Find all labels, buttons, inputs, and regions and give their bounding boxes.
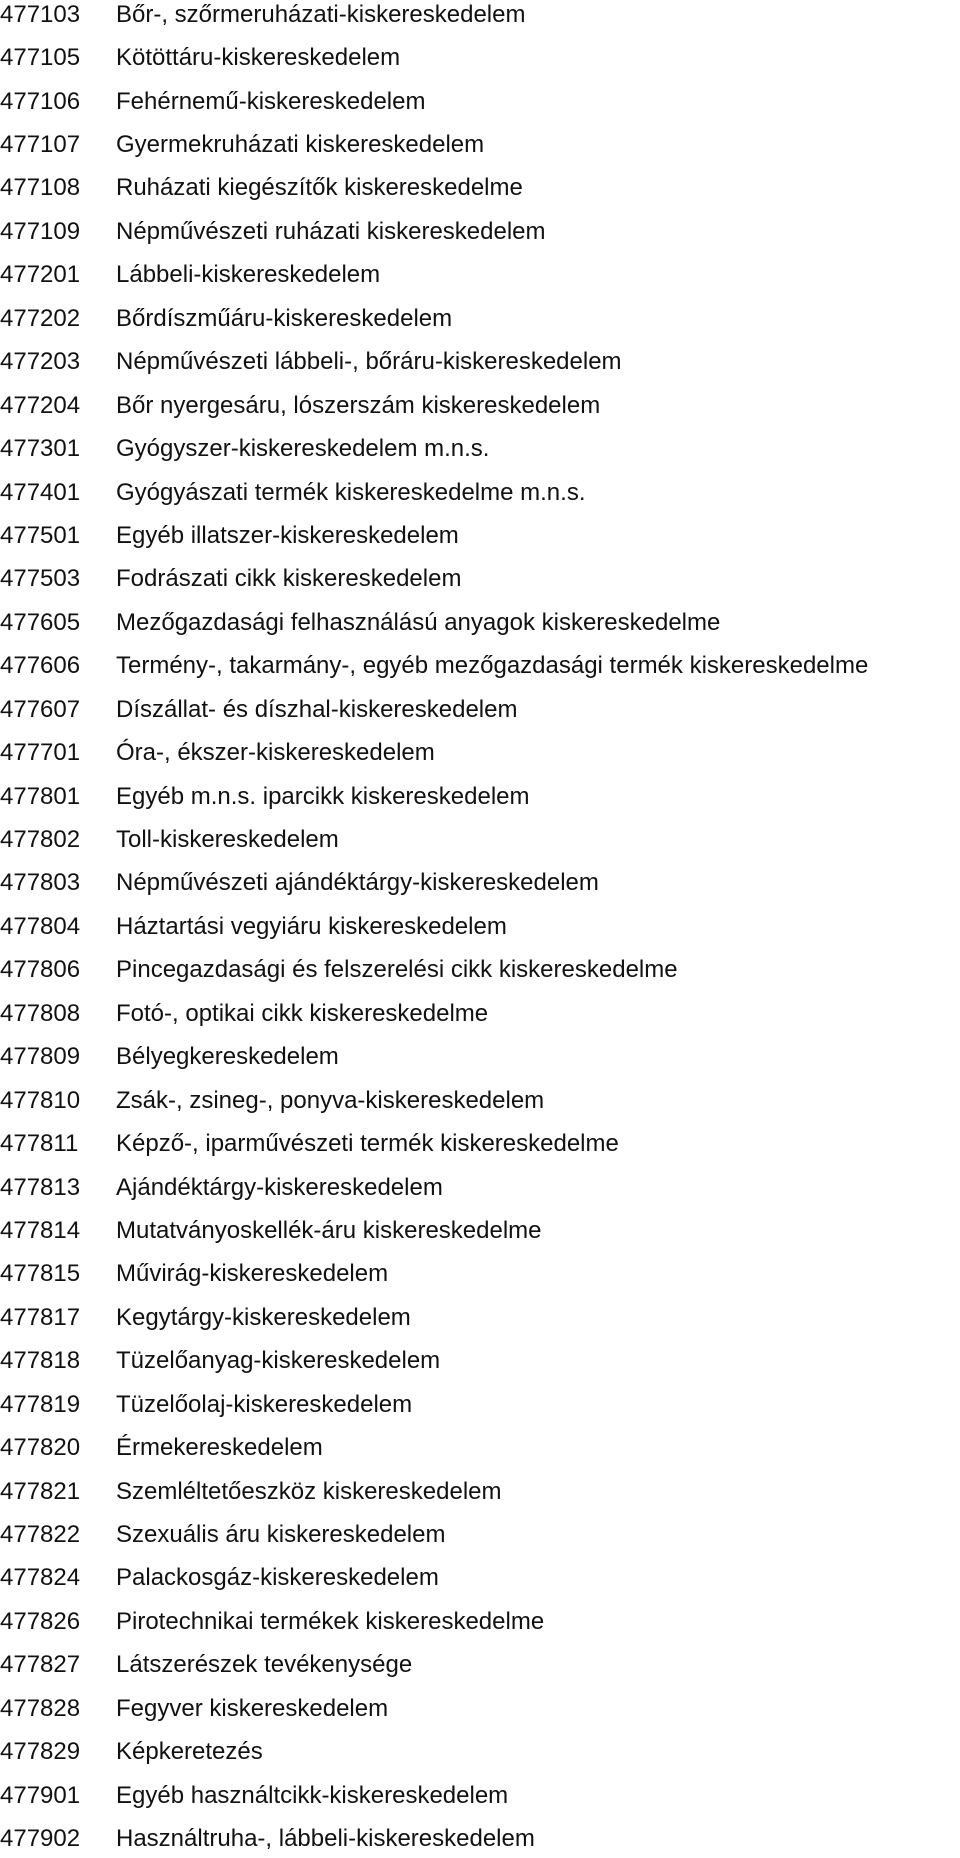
- activity-code: 477820: [0, 1434, 81, 1462]
- activity-description: Óra-, ékszer-kiskereskedelem: [116, 739, 435, 767]
- activity-code: 477107: [0, 131, 81, 159]
- list-item: [0, 905, 960, 948]
- list-item: [0, 688, 960, 731]
- list-item: [0, 1122, 960, 1165]
- list-item: [0, 601, 960, 644]
- activity-code: 477204: [0, 391, 81, 419]
- activity-description: Bőr nyergesáru, lószerszám kiskereskedelem: [116, 391, 601, 419]
- activity-description: Egyéb m.n.s. iparcikk kiskereskedelem: [116, 782, 530, 810]
- activity-code: 477607: [0, 695, 81, 723]
- activity-description: Népművészeti lábbeli-, bőráru-kiskereskedelem: [116, 348, 622, 376]
- activity-code: 477808: [0, 999, 81, 1027]
- activity-code: 477105: [0, 44, 81, 72]
- activity-description: Egyéb használtcikk-kiskereskedelem: [116, 1781, 509, 1809]
- activity-description: Népművészeti ajándéktárgy-kiskereskedelem: [116, 869, 599, 897]
- activity-description: Fegyver kiskereskedelem: [116, 1694, 389, 1722]
- activity-description: Mezőgazdasági felhasználású anyagok kiskereskedelme: [116, 608, 721, 636]
- list-item: [0, 471, 960, 514]
- list-item: [0, 123, 960, 166]
- list-item: [0, 1253, 960, 1296]
- activity-code: 477809: [0, 1043, 81, 1071]
- list-item: [0, 210, 960, 253]
- activity-code: 477201: [0, 261, 81, 289]
- activity-description: Termény-, takarmány-, egyéb mezőgazdasági termék kiskereskedelme: [116, 652, 869, 680]
- activity-description: Szemléltetőeszköz kiskereskedelem: [116, 1477, 502, 1505]
- list-item: [0, 1036, 960, 1079]
- activity-code: 477202: [0, 304, 81, 332]
- activity-code: 477810: [0, 1086, 81, 1114]
- list-item: [0, 645, 960, 688]
- activity-description: Ajándéktárgy-kiskereskedelem: [116, 1173, 443, 1201]
- activity-description: Ruházati kiegészítők kiskereskedelme: [116, 174, 523, 202]
- list-item: [0, 1557, 960, 1600]
- activity-code: 477814: [0, 1216, 81, 1244]
- activity-code: 477501: [0, 521, 81, 549]
- activity-description: Egyéb illatszer-kiskereskedelem: [116, 521, 459, 549]
- activity-code: 477902: [0, 1825, 81, 1853]
- activity-description: Toll-kiskereskedelem: [116, 826, 339, 854]
- activity-code: 477901: [0, 1781, 81, 1809]
- activity-description: Kötöttáru-kiskereskedelem: [116, 44, 401, 72]
- list-item: [0, 36, 960, 79]
- activity-code: 477605: [0, 608, 81, 636]
- list-item: [0, 558, 960, 601]
- list-item: [0, 949, 960, 992]
- list-item: [0, 1731, 960, 1774]
- activity-code: 477813: [0, 1173, 81, 1201]
- list-item: [0, 992, 960, 1035]
- list-item: [0, 1600, 960, 1643]
- list-item: [0, 731, 960, 774]
- activity-code: 477829: [0, 1738, 81, 1766]
- activity-description: Művirág-kiskereskedelem: [116, 1260, 389, 1288]
- activity-description: Használtruha-, lábbeli-kiskereskedelem: [116, 1825, 535, 1853]
- activity-code: 477802: [0, 826, 81, 854]
- activity-code: 477503: [0, 565, 81, 593]
- activity-description: Gyógyszer-kiskereskedelem m.n.s.: [116, 435, 490, 463]
- list-item: [0, 384, 960, 427]
- activity-description: Háztartási vegyiáru kiskereskedelem: [116, 912, 507, 940]
- activity-code: 477108: [0, 174, 81, 202]
- activity-description: Tüzelőanyag-kiskereskedelem: [116, 1347, 441, 1375]
- list-item: [0, 1383, 960, 1426]
- activity-code: 477818: [0, 1347, 81, 1375]
- activity-code: 477804: [0, 912, 81, 940]
- activity-description: Fodrászati cikk kiskereskedelem: [116, 565, 462, 593]
- activity-description: Fotó-, optikai cikk kiskereskedelme: [116, 999, 489, 1027]
- activity-description: Fehérnemű-kiskereskedelem: [116, 87, 426, 115]
- list-item: [0, 1644, 960, 1687]
- activity-description: Kegytárgy-kiskereskedelem: [116, 1303, 411, 1331]
- activity-description: Képkeretezés: [116, 1738, 263, 1766]
- list-item: [0, 1817, 960, 1858]
- list-item: [0, 1340, 960, 1383]
- activity-description: Bélyegkereskedelem: [116, 1043, 339, 1071]
- activity-description: Pirotechnikai termékek kiskereskedelme: [116, 1607, 545, 1635]
- activity-code: 477801: [0, 782, 81, 810]
- activity-code: 477827: [0, 1651, 81, 1679]
- activity-code: 477824: [0, 1564, 81, 1592]
- activity-description: Palackosgáz-kiskereskedelem: [116, 1564, 439, 1592]
- list-item: [0, 80, 960, 123]
- activity-code: 477821: [0, 1477, 81, 1505]
- list-item: [0, 254, 960, 297]
- activity-code: 477701: [0, 739, 81, 767]
- activity-description: Pincegazdasági és felszerelési cikk kiskereskedelme: [116, 956, 678, 984]
- activity-description: Gyermekruházati kiskereskedelem: [116, 131, 485, 159]
- activity-description: Érmekereskedelem: [116, 1434, 323, 1462]
- activity-code: 477819: [0, 1390, 81, 1418]
- activity-description: Lábbeli-kiskereskedelem: [116, 261, 381, 289]
- activity-code: 477401: [0, 478, 81, 506]
- list-item: [0, 341, 960, 384]
- list-item: [0, 167, 960, 210]
- activity-code: 477301: [0, 435, 81, 463]
- activity-description: Tüzelőolaj-kiskereskedelem: [116, 1390, 413, 1418]
- activity-code: 477106: [0, 87, 81, 115]
- list-item: [0, 775, 960, 818]
- activity-description: Képző-, iparművészeti termék kiskereskedelme: [116, 1130, 619, 1158]
- list-item: [0, 818, 960, 861]
- list-item: [0, 1426, 960, 1469]
- activity-description: Zsák-, zsineg-, ponyva-kiskereskedelem: [116, 1086, 545, 1114]
- list-item: [0, 1687, 960, 1730]
- list-item: [0, 514, 960, 557]
- activity-description: Népművészeti ruházati kiskereskedelem: [116, 217, 546, 245]
- activity-description: Bőr-, szőrmeruházati-kiskereskedelem: [116, 0, 526, 28]
- activity-description: Látszerészek tevékenysége: [116, 1651, 413, 1679]
- activity-code: 477826: [0, 1607, 81, 1635]
- list-item: [0, 1470, 960, 1513]
- activity-code: 477109: [0, 217, 81, 245]
- activity-description: Gyógyászati termék kiskereskedelme m.n.s.: [116, 478, 586, 506]
- activity-description: Szexuális áru kiskereskedelem: [116, 1521, 446, 1549]
- activity-description: Mutatványoskellék-áru kiskereskedelme: [116, 1216, 542, 1244]
- activity-code: 477103: [0, 0, 81, 28]
- list-item: [0, 1166, 960, 1209]
- list-item: [0, 297, 960, 340]
- list-item: [0, 862, 960, 905]
- activity-code: 477815: [0, 1260, 81, 1288]
- list-item: [0, 1774, 960, 1817]
- activity-code: 477828: [0, 1694, 81, 1722]
- activity-code: 477806: [0, 956, 81, 984]
- activity-code: 477803: [0, 869, 81, 897]
- activity-description: Bőrdíszműáru-kiskereskedelem: [116, 304, 453, 332]
- list-item: [0, 1079, 960, 1122]
- list-item: [0, 427, 960, 470]
- list-item: [0, 0, 960, 36]
- list-item: [0, 1513, 960, 1556]
- activity-code: 477822: [0, 1521, 81, 1549]
- activity-code: 477606: [0, 652, 81, 680]
- activity-description: Díszállat- és díszhal-kiskereskedelem: [116, 695, 518, 723]
- activity-code: 477817: [0, 1303, 81, 1331]
- list-item: [0, 1209, 960, 1252]
- activity-code: 477203: [0, 348, 81, 376]
- activity-code: 477811: [0, 1130, 79, 1158]
- list-item: [0, 1296, 960, 1339]
